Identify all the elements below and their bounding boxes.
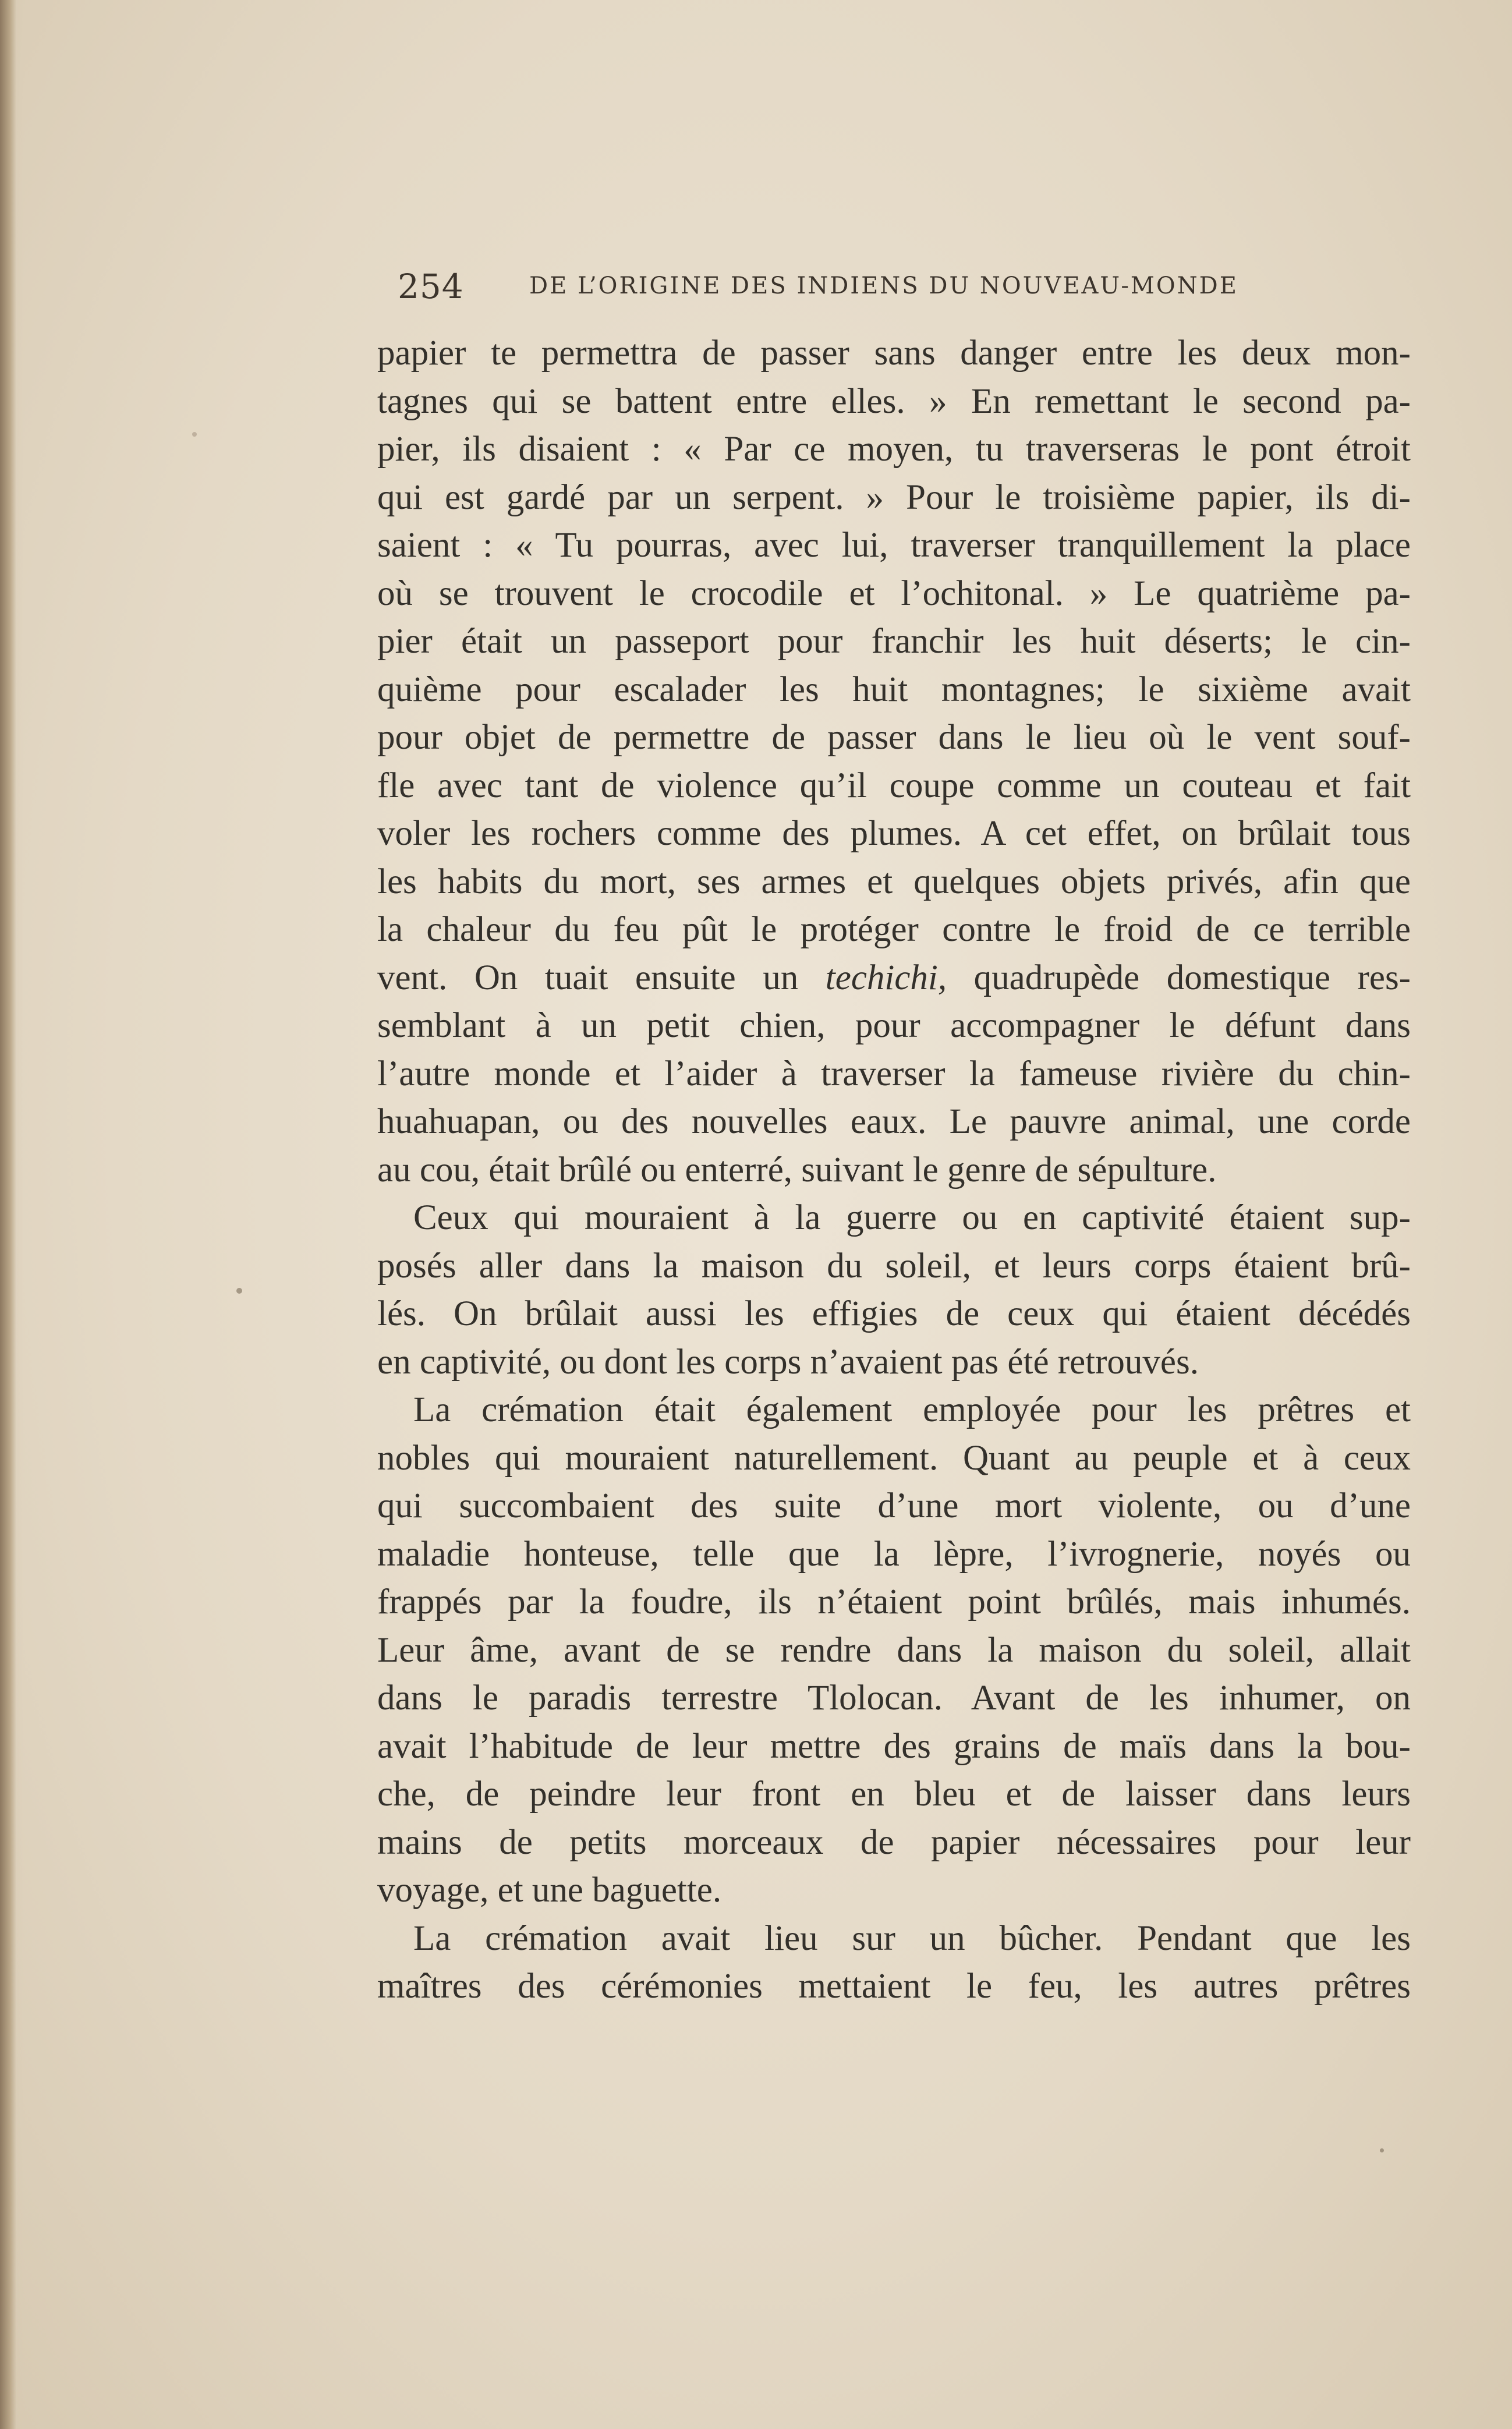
- running-head: DE L’ORIGINE DES INDIENS DU NOUVEAU-MONDE: [529, 272, 1238, 299]
- text-line: voyage, et une baguette.: [377, 1871, 722, 1910]
- text-line: pier, ils disaient : « Par ce moyen, tu traverseras le pont étroit: [377, 430, 1411, 469]
- text-line: voler les rochers comme des plumes. A cet effet, on brûlait tous: [377, 814, 1411, 853]
- page-header: [398, 261, 1411, 313]
- text-line: papier te permettra de passer sans danger entre les deux mon-: [377, 334, 1411, 373]
- paper-speck: [192, 432, 197, 437]
- text-line: dans le paradis terrestre Tlolocan. Avant de les inhumer, on: [377, 1679, 1411, 1718]
- text-line: fle avec tant de violence qu’il coupe comme un couteau et fait: [377, 766, 1411, 805]
- text-line: qui succombaient des suite d’une mort violente, ou d’une: [377, 1486, 1411, 1525]
- text-line: qui est gardé par un serpent. » Pour le troisième papier, ils di-: [377, 477, 1411, 517]
- text-line: avait l’habitude de leur mettre des grains de maïs dans la bou-: [377, 1726, 1411, 1766]
- page-edge: [0, 0, 16, 2429]
- text-line: au cou, était brûlé ou enterré, suivant le genre de sépulture.: [377, 1150, 1217, 1189]
- text-line: pier était un passeport pour franchir les huit déserts; le cin-: [377, 622, 1411, 661]
- text-line: mains de petits morceaux de papier nécessaires pour leur: [377, 1822, 1411, 1862]
- text-line: les habits du mort, ses armes et quelques objets privés, afin que: [377, 862, 1411, 901]
- text-line: pour objet de permettre de passer dans le lieu où le vent souf-: [377, 718, 1411, 757]
- body-text: [377, 330, 1411, 2011]
- text-line: en captivité, ou dont les corps n’avaient pas été retrouvés.: [377, 1342, 1199, 1382]
- text-line: Leur âme, avant de se rendre dans la maison du soleil, allait: [377, 1630, 1411, 1670]
- text-line: Ceux qui mouraient à la guerre ou en captivité étaient sup-: [413, 1198, 1411, 1237]
- text-line: quième pour escalader les huit montagnes; le sixième avait: [377, 670, 1411, 709]
- text-line: frappés par la foudre, ils n’étaient point brûlés, mais inhumés.: [377, 1582, 1411, 1621]
- text-line: La crémation avait lieu sur un bûcher. Pendant que les: [413, 1918, 1411, 1958]
- text-line: [377, 954, 1411, 1003]
- paper-speck: [1380, 2148, 1384, 2152]
- text-line: che, de peindre leur front en bleu et de laisser dans leurs: [377, 1775, 1411, 1814]
- text-line: nobles qui mouraient naturellement. Quant au peuple et à ceux: [377, 1438, 1411, 1478]
- text-line: maladie honteuse, telle que la lèpre, l’ivrognerie, noyés ou: [377, 1534, 1411, 1574]
- text-line: l’autre monde et l’aider à traverser la fameuse rivière du chin-: [377, 1054, 1411, 1093]
- text-line: La crémation était également employée pour les prêtres et: [413, 1390, 1411, 1429]
- paper-speck: [236, 1288, 242, 1294]
- text-segment: quadrupède domestique res-: [947, 958, 1411, 997]
- page-number: 254: [398, 267, 464, 306]
- text-line: tagnes qui se battent entre elles. » En remettant le second pa-: [377, 381, 1411, 421]
- text-line: lés. On brûlait aussi les effigies de ceux qui étaient décédés: [377, 1294, 1411, 1333]
- text-line: saient : « Tu pourras, avec lui, traverser tranquillement la place: [377, 526, 1411, 565]
- text-line: maîtres des cérémonies mettaient le feu, les autres prêtres: [377, 1967, 1411, 2006]
- text-line: huahuapan, ou des nouvelles eaux. Le pauvre animal, une corde: [377, 1102, 1411, 1141]
- text-line: où se trouvent le crocodile et l’ochitonal. » Le quatrième pa-: [377, 573, 1411, 613]
- text-line: la chaleur du feu pût le protéger contre le froid de ce terrible: [377, 910, 1411, 949]
- text-segment: vent. On tuait ensuite un: [377, 958, 826, 997]
- text-line: semblant à un petit chien, pour accompagner le défunt dans: [377, 1006, 1411, 1045]
- text-line: posés aller dans la maison du soleil, et leurs corps étaient brû-: [377, 1246, 1411, 1286]
- italic-term: techichi,: [825, 958, 947, 997]
